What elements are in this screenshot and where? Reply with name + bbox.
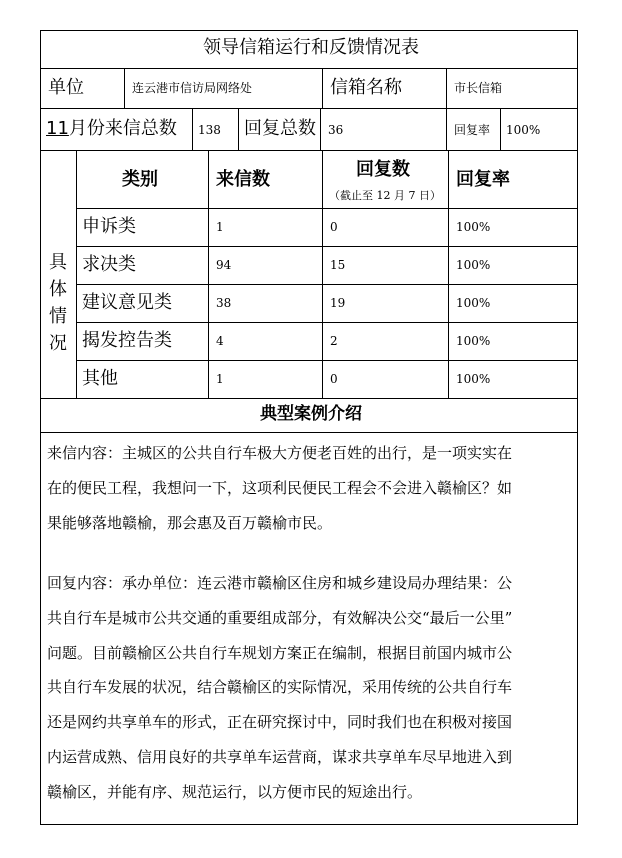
reply-content [47,566,577,810]
detail-side-label [40,208,76,398]
unit-value: 连云港市信访局网络处 [132,81,253,95]
row-category: 申诉类 [82,216,136,237]
row-letters: 4 [216,334,224,348]
row-divider [40,108,578,109]
unit-label: 单位 [48,77,84,98]
col-divider [500,108,501,150]
reply-total-label: 回复总数 [244,118,316,139]
row-rate: 100% [456,258,491,272]
row-letters: 38 [216,296,232,310]
row-divider [76,284,578,285]
row-divider [76,322,578,323]
header-letters: 来信数 [216,169,270,190]
row-rate: 100% [456,296,491,310]
col-divider [320,108,321,150]
col-divider [446,108,447,150]
row-replies: 2 [330,334,338,348]
mailbox-label: 信箱名称 [330,77,402,98]
reply-rate-value: 100% [506,123,541,137]
row-category: 其他 [82,368,118,389]
col-divider [448,150,449,398]
reply-line: 还是网约共享单车的形式，正在研究探讨中，同时我们也在积极对接国 [47,713,513,732]
side-char: 情 [49,306,67,327]
letter-line: 来信内容：主城区的公共自行车极大方便老百姓的出行，是一项实实在 [47,444,513,462]
col-divider [446,68,447,108]
row-divider [40,150,578,151]
reply-rate-label: 回复率 [454,123,491,137]
header-replies: 回复数 [356,159,410,180]
side-char: 体 [49,279,67,300]
header-category: 类别 [122,169,158,190]
page-title: 领导信箱运行和反馈情况表 [203,37,419,58]
col-divider [322,150,323,398]
mailbox-value: 市长信箱 [454,81,503,95]
letter-content [47,436,577,540]
row-divider [40,398,578,399]
col-divider [124,68,125,108]
reply-line: 赣榆区，并能有序、规范运行，以方便市民的短途出行。 [47,782,423,801]
row-category: 揭发控告类 [82,330,172,351]
row-rate: 100% [456,372,491,386]
row-divider [76,360,578,361]
row-category: 建议意见类 [82,292,172,313]
row-letters: 1 [216,220,224,234]
reply-line: 共自行车是城市公共交通的重要组成部分，有效解决公交“最后一公里” [47,608,513,627]
month-total-label [46,120,177,138]
row-divider [40,68,578,69]
reply-line: 回复内容：承办单位：连云港市赣榆区住房和城乡建设局办理结果：公 [47,574,513,592]
total-letters-value: 138 [198,123,221,137]
col-divider [208,150,209,398]
letter-line: 在的便民工程，我想问一下，这项利民便民工程会不会进入赣榆区？如 [47,478,513,497]
side-char: 具 [49,252,67,273]
header-replies-note: （截止至 12 月 7 日） [329,189,441,202]
row-rate: 100% [456,334,491,348]
reply-line: 共自行车发展的状况，结合赣榆区的实际情况，采用传统的公共自行车 [47,678,513,697]
header-rate: 回复率 [456,169,510,190]
total-replies-value: 36 [328,123,344,137]
col-divider [322,68,323,108]
row-letters: 1 [216,372,224,386]
side-char: 况 [49,333,67,354]
row-replies: 0 [330,372,338,386]
month-number: 11 [46,118,69,139]
row-divider [76,208,578,209]
row-category: 求决类 [82,254,136,275]
row-replies: 15 [330,258,346,272]
col-divider [192,108,193,150]
row-replies: 19 [330,296,346,310]
reply-line: 问题。目前赣榆区公共自行车规划方案正在编制，根据目前国内城市公 [47,643,513,662]
row-letters: 94 [216,258,232,272]
row-divider [76,246,578,247]
month-label: 月份来信总数 [68,118,177,139]
reply-line: 内运营成熟、信用良好的共享单车运营商，谋求共享单车尽早地进入到 [47,747,513,766]
case-heading: 典型案例介绍 [260,404,362,424]
row-rate: 100% [456,220,491,234]
col-divider [238,108,239,150]
col-divider [76,150,77,398]
letter-line: 果能够落地赣榆，那会惠及百万赣榆市民。 [47,513,333,532]
row-replies: 0 [330,220,338,234]
row-divider [40,432,578,433]
